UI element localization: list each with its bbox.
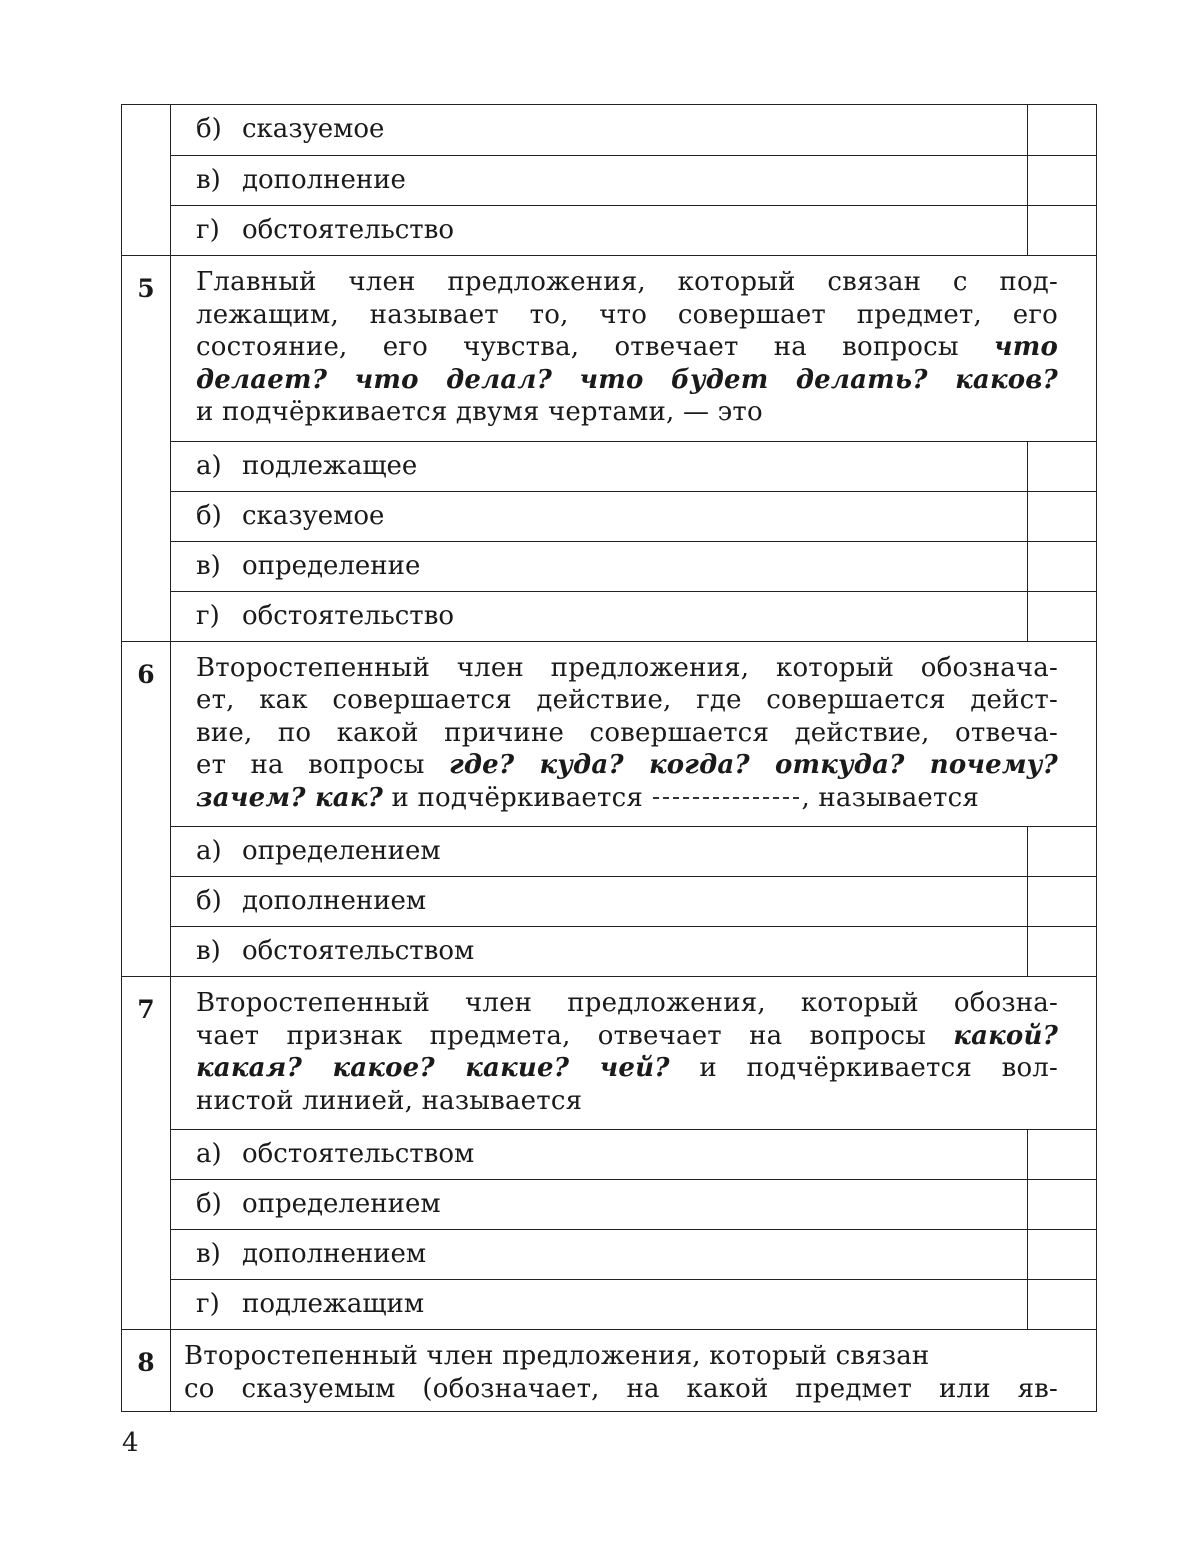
answer-option [171, 491, 1096, 541]
option-letter: г) [196, 215, 220, 245]
answer-checkbox[interactable] [1027, 1180, 1096, 1229]
answer-option [171, 105, 1096, 155]
question-line: делает? что делал? что будет делать? каков? [196, 364, 1058, 395]
answer-checkbox[interactable] [1027, 1230, 1096, 1279]
option-text: подлежащее [242, 450, 418, 481]
option-text: определением [242, 836, 441, 866]
question-number: 5 [122, 256, 171, 641]
option-text: дополнение [242, 165, 406, 195]
question-line: Второстепенный член предложения, который связан [184, 1341, 930, 1371]
question-block-5 [122, 255, 1096, 641]
answer-option [171, 591, 1096, 641]
question-number: 6 [122, 642, 171, 977]
question-line: ет на вопросы где? куда? когда? откуда? почему? [196, 750, 1058, 780]
option-letter: в) [196, 550, 221, 581]
quiz-table [121, 104, 1097, 1412]
answer-option [171, 1229, 1096, 1279]
option-letter: в) [196, 936, 221, 966]
dash-dot-underline-sample [653, 793, 799, 799]
answer-option [171, 205, 1096, 255]
answer-option [171, 1179, 1096, 1229]
option-letter: в) [196, 1239, 221, 1269]
option-letter: б) [196, 1189, 222, 1219]
answer-option [171, 541, 1096, 591]
answer-checkbox[interactable] [1027, 827, 1096, 876]
question-line: Главный член предложения, который связан с под- [196, 267, 1058, 297]
option-letter: г) [196, 1289, 220, 1319]
answer-checkbox[interactable] [1027, 927, 1096, 976]
option-text: определение [242, 550, 421, 581]
option-text: обстоятельство [242, 215, 454, 245]
option-text: обстоятельством [242, 1139, 475, 1169]
option-text: обстоятельство [242, 600, 454, 631]
question-text [171, 1330, 1096, 1411]
question-number: 7 [122, 977, 171, 1329]
question-line: и подчёркивается двумя чертами, — это [196, 397, 763, 427]
option-letter: г) [196, 600, 220, 631]
question-block-8 [122, 1329, 1096, 1411]
question-line: со сказуемым (обозначает, на какой предмет или яв- [184, 1373, 1058, 1404]
question-block-7 [122, 976, 1096, 1329]
question-line: зачем? как? и подчёркивается , называется [196, 782, 979, 813]
question-number-empty [122, 105, 171, 255]
option-text: подлежащим [242, 1289, 425, 1319]
answer-option [171, 926, 1096, 976]
option-letter: б) [196, 886, 222, 916]
option-text: сказуемое [242, 500, 385, 531]
option-text: обстоятельством [242, 936, 475, 966]
answer-option [171, 1129, 1096, 1179]
answer-checkbox[interactable] [1027, 1130, 1096, 1179]
question-line: какая? какое? какие? чей? и подчёркивается вол- [196, 1053, 1059, 1083]
question-line: вие, по какой причине совершается действие, отвеча- [196, 717, 1058, 748]
question-line: чает признак предмета, отвечает на вопросы какой? [196, 1020, 1058, 1051]
option-text: дополнением [242, 1239, 427, 1269]
question-line: лежащим, называет то, что совершает предмет, его [196, 299, 1058, 330]
answer-option [171, 1279, 1096, 1329]
question-line: Второстепенный член предложения, который обозна- [196, 988, 1058, 1018]
question-text [171, 256, 1096, 441]
answer-option [171, 441, 1096, 491]
answer-option [171, 155, 1096, 205]
answer-checkbox[interactable] [1027, 156, 1096, 205]
answer-checkbox[interactable] [1027, 592, 1096, 641]
answer-option [171, 826, 1096, 876]
answer-option [171, 876, 1096, 926]
option-text: дополнением [242, 886, 427, 916]
question-line: Второстепенный член предложения, который обознача- [196, 652, 1058, 683]
answer-checkbox[interactable] [1027, 442, 1096, 491]
question-text [171, 977, 1096, 1129]
question-line: состояние, его чувства, отвечает на вопросы что [196, 332, 1058, 362]
option-letter: в) [196, 165, 221, 195]
question-text [171, 642, 1096, 827]
question-number: 8 [122, 1330, 171, 1411]
answer-checkbox[interactable] [1027, 542, 1096, 591]
question-line: ет, как совершается действие, где совершается дейст- [196, 685, 1058, 715]
option-letter: а) [196, 450, 222, 481]
question-line: нистой линией, называется [196, 1085, 583, 1116]
option-letter: а) [196, 836, 222, 866]
page-number: 4 [122, 1428, 139, 1458]
answer-checkbox[interactable] [1027, 877, 1096, 926]
answer-checkbox[interactable] [1027, 206, 1096, 255]
option-letter: а) [196, 1139, 222, 1169]
answer-checkbox[interactable] [1027, 105, 1096, 155]
answer-checkbox[interactable] [1027, 492, 1096, 541]
option-text: определением [242, 1189, 441, 1219]
option-text: сказуемое [242, 114, 385, 144]
answer-checkbox[interactable] [1027, 1280, 1096, 1329]
option-letter: б) [196, 114, 222, 144]
option-letter: б) [196, 500, 222, 531]
question-block-continued [122, 105, 1096, 255]
question-block-6 [122, 641, 1096, 977]
